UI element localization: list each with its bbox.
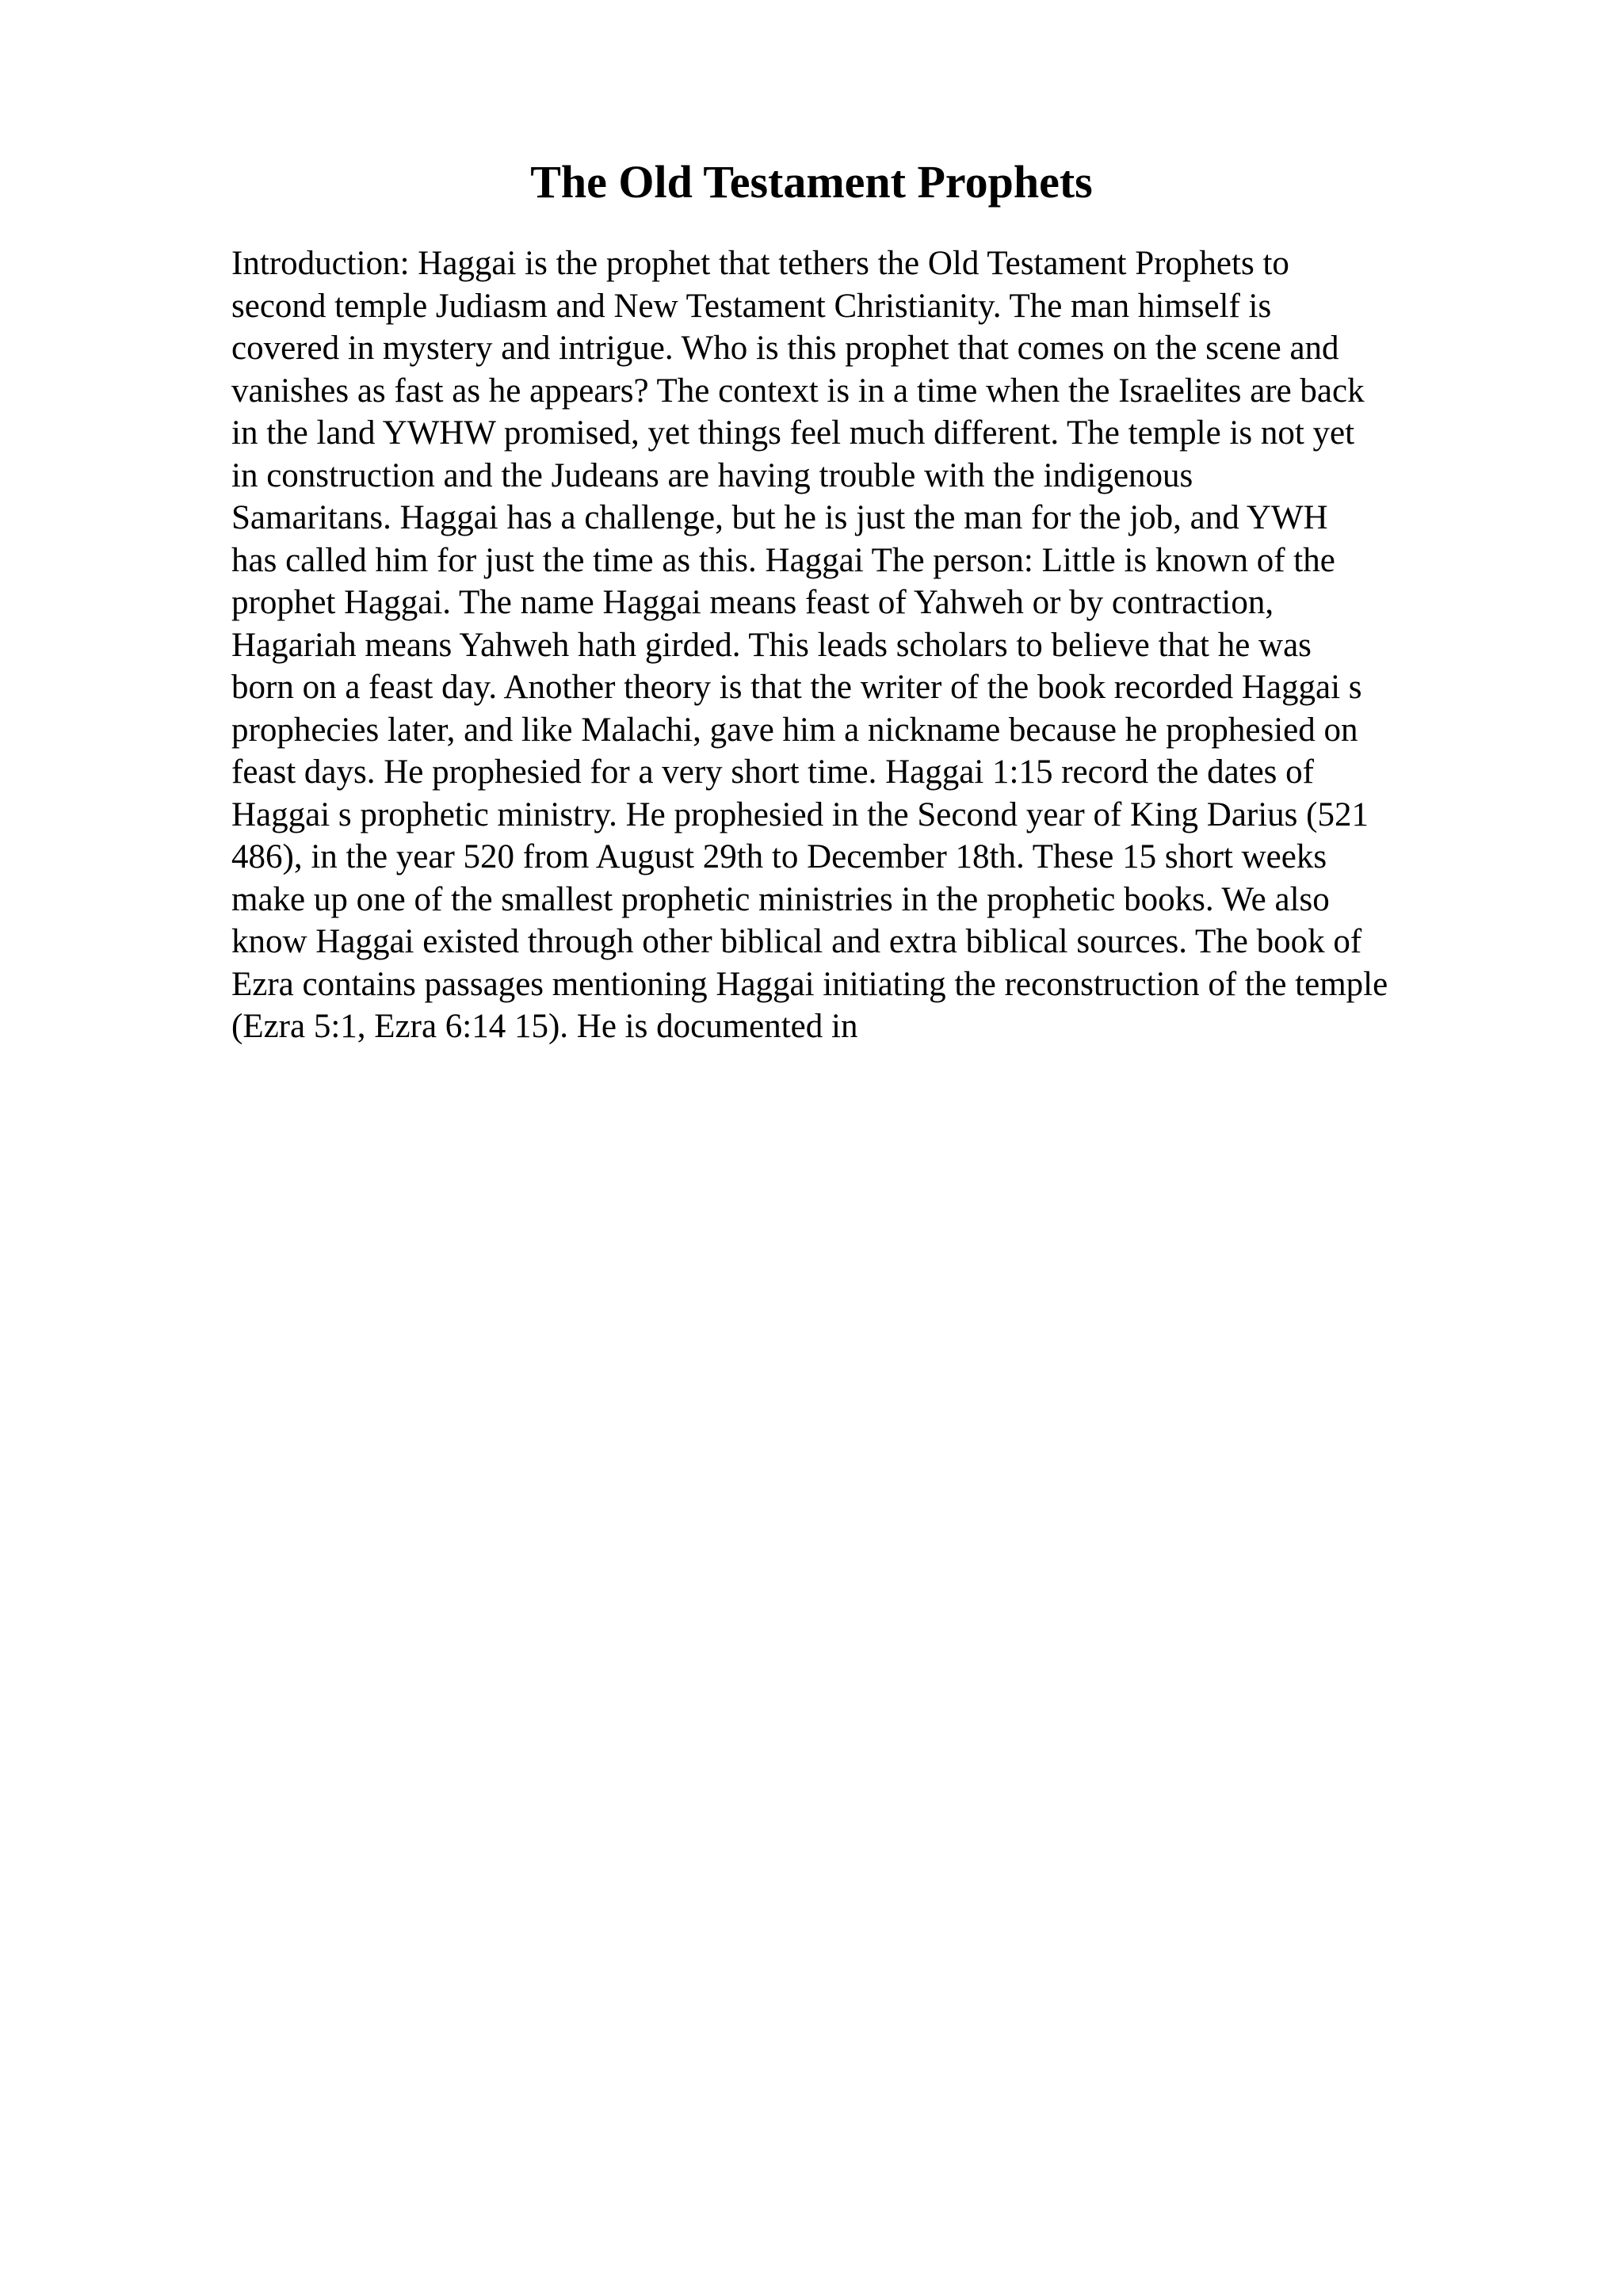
text-line: know Haggai existed through other biblical and extra biblical sources. The book of <box>231 923 1362 960</box>
text-line: second temple Judiasm and New Testament Christianity. The man himself is <box>231 287 1272 325</box>
text-line: make up one of the smallest prophetic ministries in the prophetic books. We also <box>231 880 1330 918</box>
text-line: feast days. He prophesied for a very short time. Haggai 1:15 record the dates of <box>231 753 1314 791</box>
text-line: born on a feast day. Another theory is that the writer of the book recorded Haggai s <box>231 669 1362 706</box>
text-line: (Ezra 5:1, Ezra 6:14 15). He is documented in <box>231 1008 858 1045</box>
text-line: Haggai s prophetic ministry. He prophesied in the Second year of King Darius (521 <box>231 795 1369 833</box>
text-line: Samaritans. Haggai has a challenge, but he is just the man for the job, and YWH <box>231 499 1328 536</box>
page-title: The Old Testament Prophets <box>530 156 1093 208</box>
text-line: vanishes as fast as he appears? The context is in a time when the Israelites are back <box>231 372 1365 410</box>
text-line: prophecies later, and like Malachi, gave him a nickname because he prophesied on <box>231 711 1358 749</box>
text-line: covered in mystery and intrigue. Who is this prophet that comes on the scene and <box>231 330 1339 367</box>
text-line: in construction and the Judeans are having trouble with the indigenous <box>231 456 1193 494</box>
text-line: 486), in the year 520 from August 29th to December 18th. These 15 short weeks <box>231 838 1327 875</box>
text-line: in the land YWHW promised, yet things feel much different. The temple is not yet <box>231 414 1355 452</box>
text-line: has called him for just the time as this. Haggai The person: Little is known of the <box>231 541 1335 579</box>
body-paragraph <box>231 242 1515 1048</box>
text-line: Ezra contains passages mentioning Haggai initiating the reconstruction of the temple <box>231 965 1388 1003</box>
text-line: prophet Haggai. The name Haggai means feast of Yahweh or by contraction, <box>231 584 1274 621</box>
text-line: Hagariah means Yahweh hath girded. This leads scholars to believe that he was <box>231 626 1312 664</box>
text-line: Introduction: Haggai is the prophet that tethers the Old Testament Prophets to <box>231 245 1289 282</box>
